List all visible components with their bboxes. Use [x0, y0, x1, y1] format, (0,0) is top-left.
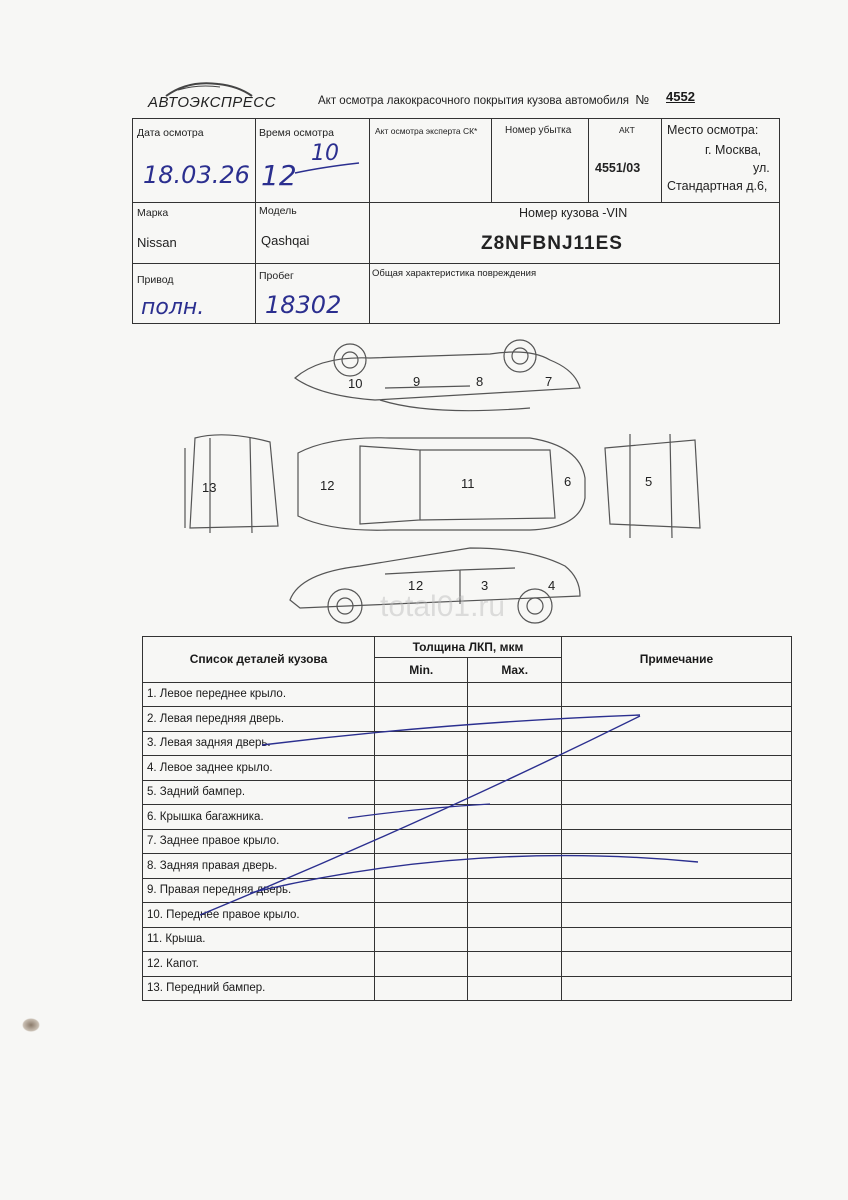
zone-label: 4: [548, 578, 556, 593]
zone-label: 10: [348, 376, 363, 391]
zone-label: 2: [416, 578, 424, 593]
part-name: 5. Задний бампер.: [143, 780, 375, 805]
zone-label: 8: [476, 374, 484, 389]
mileage-value: 18302: [265, 291, 342, 319]
part-name: 3. Левая задняя дверь.: [143, 731, 375, 756]
mileage-label: Пробег: [259, 270, 294, 282]
drive-value: полн.: [141, 295, 205, 320]
expert-act-label: Акт осмотра эксперта СК*: [375, 126, 478, 136]
part-name: 1. Левое переднее крыло.: [143, 682, 375, 707]
part-name: 10. Переднее правое крыло.: [143, 903, 375, 928]
date-label: Дата осмотра: [137, 127, 204, 139]
vin-value: Z8NFBNJ11ES: [481, 233, 623, 254]
part-name: 8. Задняя правая дверь.: [143, 854, 375, 879]
date-value: 18.03.26: [143, 161, 250, 189]
zone-label: 3: [481, 578, 489, 593]
col-parts-header: Список деталей кузова: [143, 637, 375, 683]
watermark: total01.ru: [380, 590, 506, 623]
place-label: Место осмотра:: [667, 123, 759, 137]
zone-label: 6: [564, 474, 572, 489]
act-value: 4551/03: [595, 161, 641, 175]
zone-label: 12: [320, 478, 335, 493]
make-label: Марка: [137, 207, 169, 219]
time-hours: 12: [261, 159, 297, 192]
vin-label: Номер кузова -VIN: [519, 206, 628, 220]
col-min-header: Min.: [375, 658, 468, 683]
act-number: 4552: [666, 89, 695, 104]
paper-stain: [22, 1018, 40, 1032]
zone-label: 5: [645, 474, 653, 489]
part-name: 11. Крыша.: [143, 927, 375, 952]
model-label: Модель: [259, 205, 297, 217]
part-name: 2. Левая передняя дверь.: [143, 707, 375, 732]
drive-label: Привод: [137, 274, 174, 286]
part-name: 7. Заднее правое крыло.: [143, 829, 375, 854]
part-name: 6. Крышка багажника.: [143, 805, 375, 830]
time-minutes: 10: [311, 141, 339, 166]
part-name: 9. Правая передняя дверь.: [143, 878, 375, 903]
zone-label: 13: [202, 480, 217, 495]
place-line1: г. Москва,: [705, 143, 762, 157]
damage-label: Общая характеристика повреждения: [372, 268, 537, 279]
model-value: Qashqai: [261, 233, 310, 248]
zone-label: 1: [408, 578, 416, 593]
document-title: Акт осмотра лакокрасочного покрытия кузова автомобиля №: [318, 92, 650, 107]
logo-text: АВТОЭКСПРЕСС: [148, 94, 276, 111]
part-name: 4. Левое заднее крыло.: [143, 756, 375, 781]
col-thickness-header: Толщина ЛКП, мкм: [375, 637, 562, 658]
col-max-header: Max.: [468, 658, 561, 683]
act-label: АКТ: [619, 125, 635, 135]
make-value: Nissan: [137, 235, 177, 250]
col-note-header: Примечание: [561, 637, 791, 683]
time-label: Время осмотра: [259, 127, 334, 139]
part-name: 13. Передний бампер.: [143, 976, 375, 1001]
loss-number-label: Номер убытка: [505, 125, 572, 136]
zone-label: 11: [461, 476, 475, 491]
zone-label: 9: [413, 374, 421, 389]
zone-label: 7: [545, 374, 553, 389]
place-line3: Стандартная д.6,: [667, 179, 768, 193]
part-name: 12. Капот.: [143, 952, 375, 977]
place-line2: ул.: [753, 161, 770, 175]
